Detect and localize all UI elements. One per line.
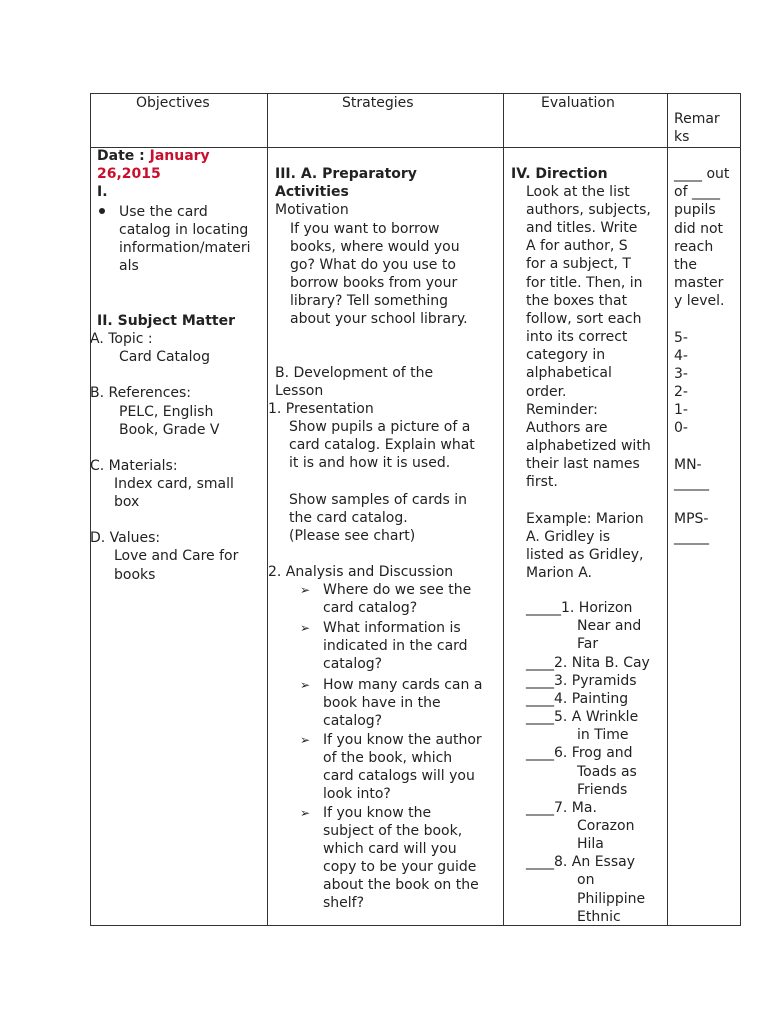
score-label: 1- [674,402,688,418]
evaluation-item-continuation: Ethnic [577,909,621,925]
evaluation-item-continuation: Friends [577,782,628,798]
remarks-line: ____ out [674,166,730,182]
presentation-line: Show pupils a picture of a [289,419,471,435]
direction-line: Example: Marion [526,511,644,527]
evaluation-item-continuation: in Time [577,727,629,743]
section-one-label: I. [97,184,108,200]
evaluation-item-continuation: Hila [577,836,604,852]
question-line: indicated in the card [323,638,468,654]
question-line: Where do we see the [323,582,472,598]
evaluation-item-continuation: Philippine [577,891,646,907]
question-line: card catalog? [323,600,418,616]
score-label: 2- [674,384,688,400]
evaluation-item: ____4. Painting [526,691,629,707]
bullet-line: information/materi [119,240,251,256]
direction-line: Reminder: [526,402,598,418]
bullet-line: als [119,258,139,274]
header-remarks-line-1: Remar [674,111,720,127]
question-line: How many cards can a [323,677,483,693]
direction-line: Marion A. [526,565,592,581]
presentation-line: Show samples of cards in [289,492,467,508]
evaluation-item-continuation: Corazon [577,818,635,834]
question-line: catalog? [323,713,383,729]
question-line: If you know the author [323,732,482,748]
direction-line: listed as Gridley, [526,547,644,563]
header-objectives: Objectives [136,95,210,111]
score-label: 0- [674,420,688,436]
score-label: 4- [674,348,688,364]
remarks-line: of ____ [674,184,720,200]
remarks-line: pupils [674,202,716,218]
evaluation-item: ____7. Ma. [526,800,597,816]
question-line: of the book, which [323,750,453,766]
presentation-line: card catalog. Explain what [289,437,475,453]
presentation-line: it is and how it is used. [289,455,451,471]
question-line: What information is [323,620,461,636]
header-evaluation: Evaluation [541,95,615,111]
motivation-line: borrow books from your [290,275,458,291]
arrow-bullet-icon: ➢ [300,678,311,692]
remarks-line: reach [674,239,714,255]
column-divider-3 [667,93,668,926]
question-line: copy to be your guide [323,859,477,875]
header-strategies: Strategies [342,95,414,111]
references-label: B. References: [90,385,192,401]
question-line: which card will you [323,841,457,857]
question-line: subject of the book, [323,823,463,839]
mps-label: MPS- [674,511,709,527]
direction-line: into its correct [526,329,628,345]
topic-value: Card Catalog [119,349,210,365]
topic-label: A. Topic : [90,331,153,347]
question-line: If you know the [323,805,432,821]
materials-line: box [114,494,140,510]
evaluation-item: ____3. Pyramids [526,673,637,689]
evaluation-item-continuation: Toads as [577,764,637,780]
materials-label: C. Materials: [90,458,178,474]
arrow-bullet-icon: ➢ [300,733,311,747]
presentation-label: 1. Presentation [268,401,374,417]
evaluation-item-continuation: Far [577,636,599,652]
remarks-line: master [674,275,724,291]
table-left-border [90,93,91,926]
direction-line: their last names [526,456,640,472]
evaluation-item: _____1. Horizon [526,600,633,616]
direction-line: order. [526,384,567,400]
arrow-bullet-icon: ➢ [300,806,311,820]
date-value-part-1: January [149,148,210,164]
materials-line: Index card, small [114,476,234,492]
mn-label: MN- [674,457,702,473]
values-label: D. Values: [90,530,161,546]
date-value-part-2: 26,2015 [97,166,161,182]
motivation-label: Motivation [275,202,349,218]
arrow-bullet-icon: ➢ [300,621,311,635]
preparatory-heading-line-2: Activities [275,184,349,200]
column-divider-2 [503,93,504,926]
bullet-line: catalog in locating [119,222,249,238]
question-line: about the book on the [323,877,479,893]
direction-line: category in [526,347,606,363]
direction-line: the boxes that [526,293,628,309]
preparatory-heading: III. A. Preparatory [275,166,417,182]
motivation-line: about your school library. [290,311,468,327]
direction-line: Authors are [526,420,608,436]
score-label: 3- [674,366,688,382]
table-bottom-border [90,925,741,926]
subject-matter-heading: II. Subject Matter [97,313,236,329]
direction-line: A. Gridley is [526,529,611,545]
question-line: book have in the [323,695,441,711]
evaluation-item: ____6. Frog and [526,745,633,761]
motivation-line: go? What do you use to [290,257,456,273]
references-line: Book, Grade V [119,422,220,438]
evaluation-item-continuation: Near and [577,618,642,634]
values-line: books [114,567,156,583]
references-line: PELC, English [119,404,214,420]
motivation-line: If you want to borrow [290,221,440,237]
presentation-line: (Please see chart) [289,528,416,544]
date-label: Date : January [97,148,210,164]
direction-heading: IV. Direction [511,166,608,182]
presentation-line: the card catalog. [289,510,408,526]
question-line: card catalogs will you [323,768,475,784]
evaluation-item-continuation: on [577,872,595,888]
objective-bullet-icon [99,208,105,214]
development-heading-line-2: Lesson [275,383,324,399]
score-label: 5- [674,330,688,346]
direction-line: follow, sort each [526,311,642,327]
development-heading: B. Development of the [275,365,434,381]
question-line: catalog? [323,656,383,672]
mn-blank: _____ [674,475,709,491]
mps-blank: _____ [674,529,709,545]
question-line: shelf? [323,895,365,911]
arrow-bullet-icon: ➢ [300,583,311,597]
remarks-line: the [674,257,697,273]
motivation-line: books, where would you [290,239,460,255]
direction-line: first. [526,474,558,490]
direction-line: alphabetized with [526,438,651,454]
analysis-label: 2. Analysis and Discussion [268,564,454,580]
evaluation-item: ____2. Nita B. Cay [526,655,650,671]
question-line: look into? [323,786,391,802]
values-line: Love and Care for [114,548,239,564]
direction-line: for a subject, T [526,256,631,272]
remarks-line: did not [674,221,724,237]
direction-line: and titles. Write [526,220,638,236]
direction-line: authors, subjects, [526,202,651,218]
direction-line: for title. Then, in [526,275,643,291]
bullet-line: Use the card [119,204,208,220]
column-divider-1 [267,93,268,926]
direction-line: A for author, S [526,238,628,254]
evaluation-item: ____8. An Essay [526,854,636,870]
evaluation-item: ____5. A Wrinkle [526,709,639,725]
table-right-border [740,93,741,926]
remarks-line: y level. [674,293,725,309]
direction-line: Look at the list [526,184,630,200]
header-remarks-line-2: ks [674,129,690,145]
direction-line: alphabetical [526,365,612,381]
motivation-line: library? Tell something [290,293,449,309]
